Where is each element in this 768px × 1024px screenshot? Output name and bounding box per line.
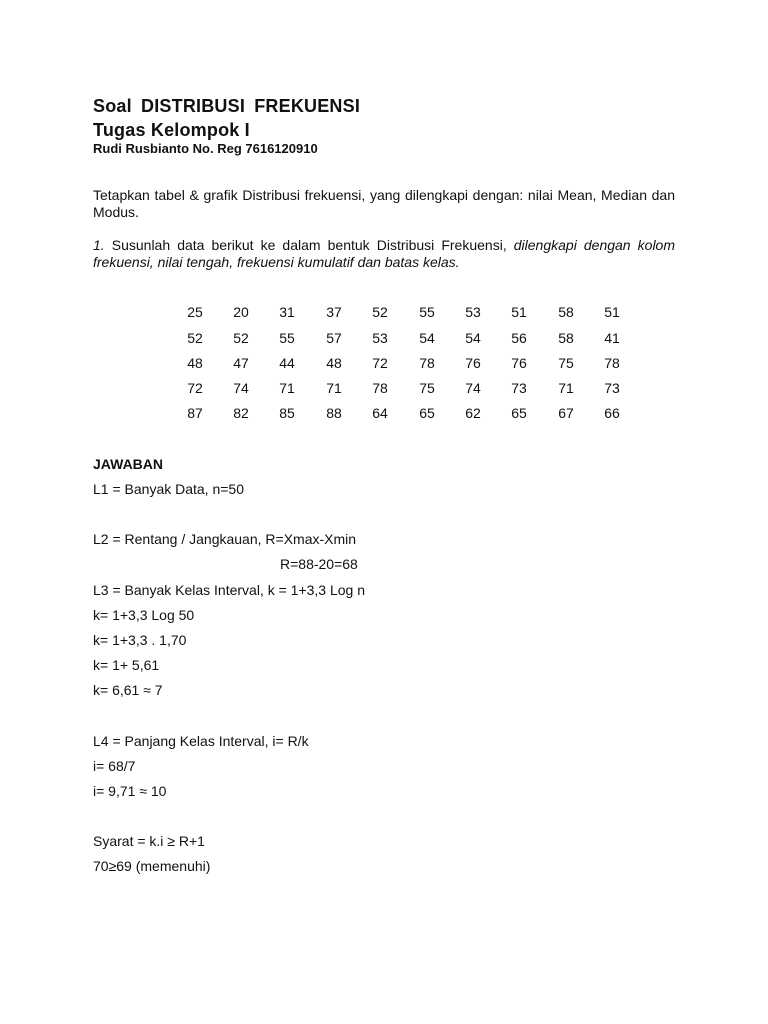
answer-line: L4 = Panjang Kelas Interval, i= R/k — [93, 733, 309, 749]
table-cell: 87 — [187, 405, 203, 421]
table-cell: 78 — [372, 380, 388, 396]
table-cell: 78 — [419, 355, 435, 371]
table-cell: 48 — [187, 355, 203, 371]
table-cell: 74 — [233, 380, 249, 396]
table-cell: 54 — [465, 330, 481, 346]
answer-line: Syarat = k.i ≥ R+1 — [93, 833, 205, 849]
table-cell: 78 — [604, 355, 620, 371]
answer-line: L1 = Banyak Data, n=50 — [93, 481, 244, 497]
table-cell: 55 — [419, 304, 435, 320]
table-cell: 73 — [604, 380, 620, 396]
table-cell: 41 — [604, 330, 620, 346]
table-cell: 72 — [187, 380, 203, 396]
table-cell: 53 — [465, 304, 481, 320]
table-cell: 72 — [372, 355, 388, 371]
table-cell: 66 — [604, 405, 620, 421]
answer-line: R=88-20=68 — [280, 556, 358, 572]
table-cell: 85 — [279, 405, 295, 421]
answer-line: L3 = Banyak Kelas Interval, k = 1+3,3 Log n — [93, 582, 366, 598]
table-cell: 44 — [279, 355, 295, 371]
table-cell: 54 — [419, 330, 435, 346]
table-cell: 47 — [233, 355, 249, 371]
table-cell: 74 — [465, 380, 481, 396]
table-cell: 20 — [233, 304, 249, 320]
table-cell: 71 — [558, 380, 574, 396]
answer-line: i= 68/7 — [93, 758, 136, 774]
table-cell: 65 — [419, 405, 435, 421]
task-number: 1. — [93, 237, 105, 253]
table-cell: 57 — [326, 330, 342, 346]
table-cell: 55 — [279, 330, 295, 346]
table-cell: 52 — [233, 330, 249, 346]
answer-line: i= 9,71 ≈ 10 — [93, 783, 167, 799]
answer-line: k= 6,61 ≈ 7 — [93, 682, 163, 698]
table-cell: 48 — [326, 355, 342, 371]
task-paragraph — [93, 237, 675, 271]
table-cell: 88 — [326, 405, 342, 421]
table-cell: 76 — [511, 355, 527, 371]
table-cell: 51 — [604, 304, 620, 320]
intro-paragraph: Tetapkan tabel & grafik Distribusi frekuensi, yang dilengkapi dengan: nilai Mean, Median dan Modus. — [93, 187, 675, 220]
author-line: Rudi Rusbianto No. Reg 7616120910 — [93, 141, 318, 156]
table-cell: 71 — [326, 380, 342, 396]
table-cell: 52 — [187, 330, 203, 346]
task-text: Susunlah data berikut ke dalam bentuk Distribusi Frekuensi, — [104, 237, 514, 253]
table-cell: 71 — [279, 380, 295, 396]
task-italic-text: dilengkapi dengan kolom frekuensi, nilai tengah, frekuensi kumulatif dan batas kelas. — [93, 237, 675, 270]
title-line-2: Tugas Kelompok I — [93, 120, 250, 140]
title-line-1: Soal DISTRIBUSI FREKUENSI — [93, 96, 361, 116]
table-cell: 65 — [511, 405, 527, 421]
table-cell: 51 — [511, 304, 527, 320]
table-cell: 37 — [326, 304, 342, 320]
table-cell: 73 — [511, 380, 527, 396]
table-cell: 58 — [558, 330, 574, 346]
answer-line: k= 1+3,3 Log 50 — [93, 607, 195, 623]
table-cell: 53 — [372, 330, 388, 346]
table-cell: 58 — [558, 304, 574, 320]
table-cell: 67 — [558, 405, 574, 421]
table-cell: 76 — [465, 355, 481, 371]
table-cell: 31 — [279, 304, 295, 320]
answer-line: 70≥69 (memenuhi) — [93, 858, 211, 874]
table-cell: 62 — [465, 405, 481, 421]
answer-heading: JAWABAN — [93, 456, 164, 472]
table-cell: 75 — [558, 355, 574, 371]
table-cell: 64 — [372, 405, 388, 421]
answer-line: k= 1+ 5,61 — [93, 657, 160, 673]
answer-line: k= 1+3,3 . 1,70 — [93, 632, 187, 648]
answer-line: L2 = Rentang / Jangkauan, R=Xmax-Xmin — [93, 531, 357, 547]
table-cell: 56 — [511, 330, 527, 346]
table-cell: 82 — [233, 405, 249, 421]
table-cell: 75 — [419, 380, 435, 396]
table-cell: 52 — [372, 304, 388, 320]
table-cell: 25 — [187, 304, 203, 320]
